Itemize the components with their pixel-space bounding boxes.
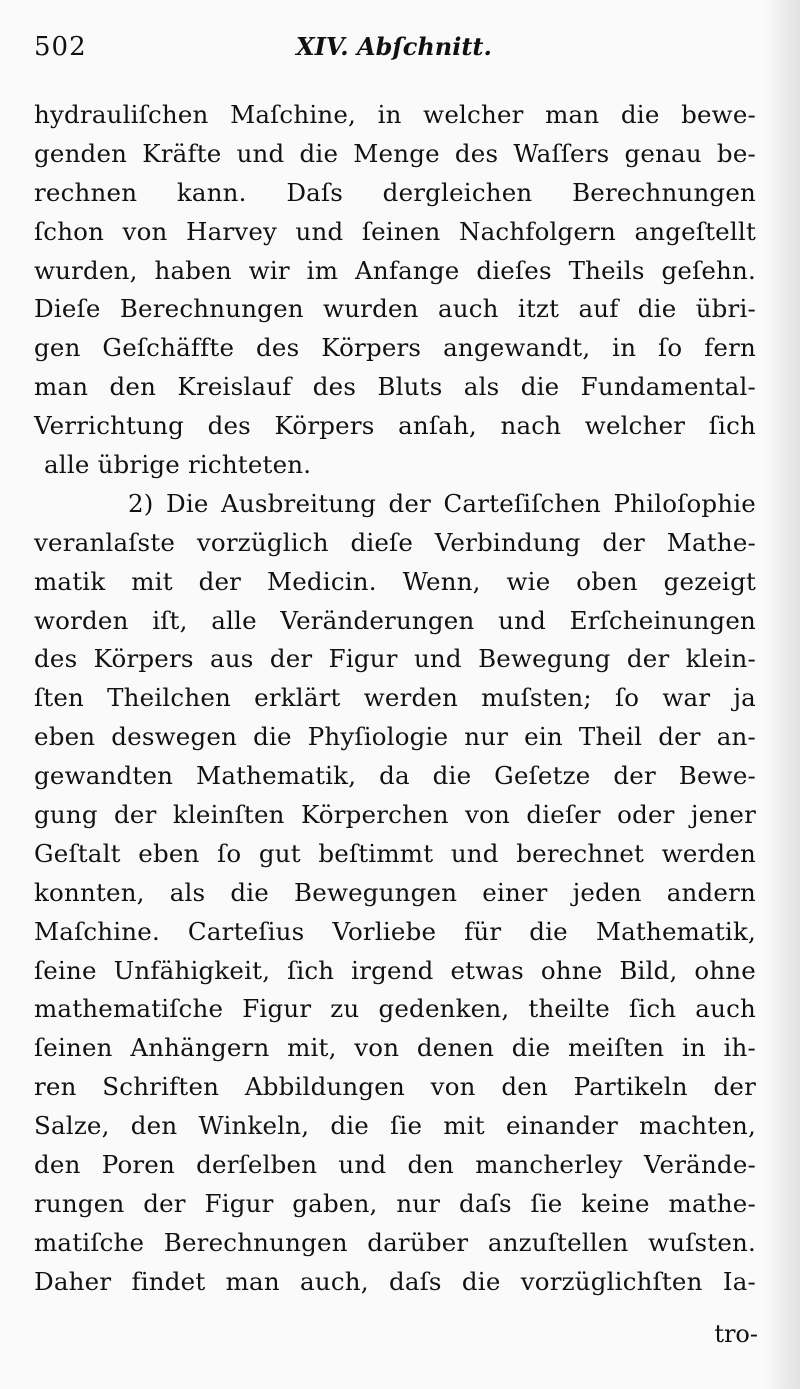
text-line: ſeine Unfähigkeit, ſich irgend etwas ohne Bild, ohne xyxy=(34,955,756,985)
text-line: ren Schriften Abbildungen von den Partikeln der xyxy=(34,1072,756,1102)
paragraph-start-line: 2) Die Ausbreitung der Carteſiſchen Philoſophie xyxy=(128,488,756,518)
text-line: matik mit der Medicin. Wenn, wie oben gezeigt xyxy=(34,566,756,596)
text-line: des Körpers aus der Figur und Bewegung der klein- xyxy=(34,644,756,674)
text-line: Salze, den Winkeln, die ſie mit einander machten, xyxy=(34,1111,756,1141)
page-edge-shadow xyxy=(764,0,800,1389)
text-line: konnten, als die Bewegungen einer jeden andern xyxy=(34,877,756,907)
text-line: eben deswegen die Phyſiologie nur ein Theil der an- xyxy=(34,722,756,752)
text-line: veranlaſste vorzüglich dieſe Verbindung der Mathe- xyxy=(34,527,756,557)
text-line: rechnen kann. Daſs dergleichen Berechnungen xyxy=(34,177,756,207)
text-line: Daher findet man auch, daſs die vorzüglichſten Ia- xyxy=(34,1266,756,1296)
text-line: gen Geſchäffte des Körpers angewandt, in ſo fern xyxy=(34,333,756,363)
text-line: rungen der Figur gaben, nur daſs ſie keine mathe- xyxy=(34,1188,756,1218)
text-line: matiſche Berechnungen darüber anzuſtellen wuſsten. xyxy=(34,1227,756,1257)
text-line: hydrauliſchen Maſchine, in welcher man die bewe- xyxy=(34,100,756,129)
text-line: ſeinen Anhängern mit, von denen die meiſten in ih- xyxy=(34,1033,756,1063)
text-line: ſchon von Harvey und ſeinen Nachfolgern angeſtellt xyxy=(34,216,756,246)
catchword: tro- xyxy=(714,1320,758,1348)
text-line: Dieſe Berechnungen wurden auch itzt auf die übri- xyxy=(34,294,756,324)
text-line: worden iſt, alle Veränderungen und Erſcheinungen xyxy=(34,605,756,635)
text-line: Verrichtung des Körpers anſah, nach welcher ſich xyxy=(34,411,756,441)
text-line: gewandten Mathematik, da die Geſetze der Bewe- xyxy=(34,761,756,791)
text-line: genden Kräfte und die Menge des Waſſers genau be- xyxy=(34,138,756,168)
text-line: man den Kreislauf des Bluts als die Fundamental- xyxy=(34,372,756,402)
text-line: wurden, haben wir im Anfange dieſes Theils geſehn. xyxy=(34,255,756,285)
text-line: den Poren derſelben und den mancherley Verände- xyxy=(34,1150,756,1180)
text-line: mathematiſche Figur zu gedenken, theilte ſich auch xyxy=(34,994,756,1024)
text-line: alle übrige richteten. xyxy=(44,450,312,480)
body-text xyxy=(34,96,756,1302)
page-number: 502 xyxy=(34,32,87,62)
running-head: XIV. Abſchnitt. xyxy=(296,32,492,61)
text-line: ſten Theilchen erklärt werden muſsten; ſo war ja xyxy=(34,683,756,713)
text-line: Geſtalt eben ſo gut beſtimmt und berechnet werden xyxy=(34,838,756,868)
text-line: Maſchine. Carteſius Vorliebe für die Mathematik, xyxy=(34,916,756,946)
text-line: gung der kleinſten Körperchen von dieſer oder jener xyxy=(34,800,756,830)
page-header xyxy=(34,32,760,72)
